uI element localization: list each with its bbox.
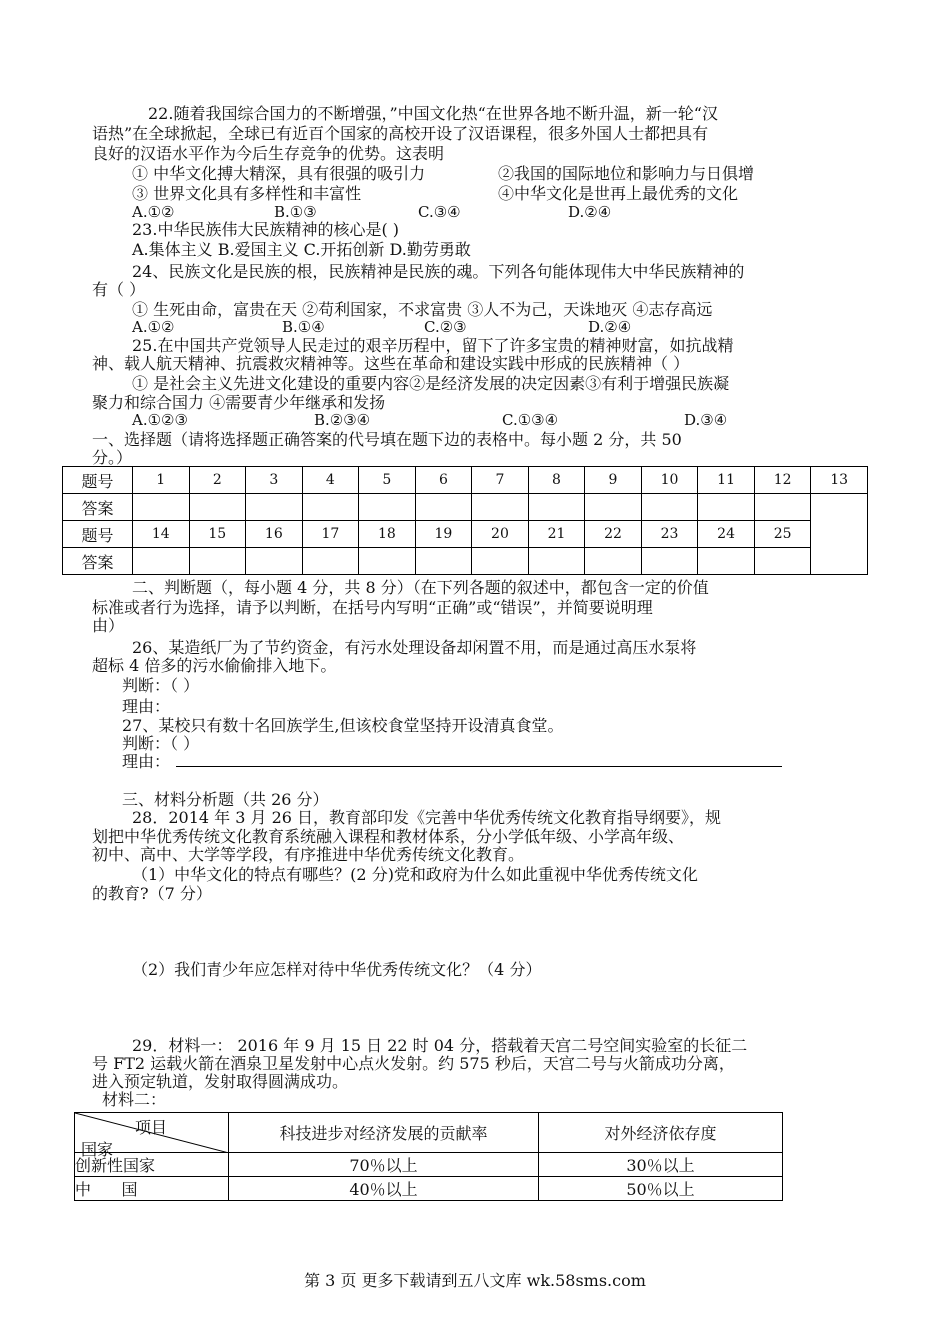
question-number-cell: 15 [189,521,246,548]
answer-cell[interactable] [415,494,472,521]
q25-option-c: C.①③④ [502,411,559,429]
answer-label: 答案 [63,494,133,521]
q22-text-line2: 语热”在全球掀起，全球已有近百个国家的高校开设了汉语课程，很多外国人士都把具有 [92,124,709,143]
q25-option-d: D.③④ [684,411,728,429]
q28-part1-line2: 的教育?（7 分） [92,884,212,903]
answer-cell[interactable] [302,494,359,521]
answer-table-answer-row-2 [63,548,868,575]
question-number-cell: 12 [754,467,811,494]
question-number-cell: 24 [698,521,755,548]
answer-cell[interactable] [189,494,246,521]
question-number-cell: 10 [641,467,698,494]
q29-text-line3: 进入预定轨道，发射取得圆满成功。 [92,1072,349,1091]
contribution-cell: 70％以上 [229,1153,539,1177]
q24-options [132,317,692,337]
answer-cell[interactable] [641,494,698,521]
q27-judge[interactable]: 判断：（ ） [122,734,200,753]
q22-statement-4: ④中华文化是世再上最优秀的文化 [498,184,739,203]
answer-cell[interactable] [415,548,472,575]
data-table [74,1112,783,1201]
question-number-cell: 1 [133,467,190,494]
q22-option-a: A.①② [132,203,175,221]
page-footer: 第 3 页 更多下载请到五八文库 wk.58sms.com [304,1271,646,1290]
q22-text-line3: 良好的汉语水平作为今后生存竞争的优势。这表明 [92,144,445,163]
answer-table [62,466,868,575]
q25-statements-line1: ① 是社会主义先进文化建设的重要内容②是经济发展的决定因素③有利于增强民族凝 [132,374,730,393]
q26-reason[interactable]: 理由： [122,697,171,716]
q25-options [132,410,752,430]
question-number-cell: 21 [528,521,585,548]
q29-material2-label: 材料二： [102,1090,167,1109]
q22-option-d: D.②④ [568,203,612,221]
section2-heading-line3: 由） [92,616,125,635]
question-number-label: 题号 [63,467,133,494]
question-number-cell: 8 [528,467,585,494]
q29-text-line2: 号 FT2 运载火箭在酒泉卫星发射中心点火发射。约 575 秒后，天宫二号与火箭成功分离， [92,1054,735,1073]
q22-options [132,202,692,222]
data-table-header-row [75,1113,783,1153]
answer-cell[interactable] [472,494,529,521]
q28-part2: （2）我们青少年应怎样对待中华优秀传统文化？（4 分） [132,960,542,979]
answer-cell[interactable] [302,548,359,575]
answer-cell[interactable] [472,548,529,575]
header-country-label: 国家 [81,1140,114,1159]
answer-cell[interactable] [528,548,585,575]
answer-table-question-row-1 [63,467,868,494]
answer-cell[interactable] [133,494,190,521]
question-number-cell: 9 [585,467,642,494]
question-number-cell: 25 [754,521,811,548]
question-number-cell: 16 [246,521,303,548]
q24-option-c: C.②③ [424,318,467,336]
q27-reason-underline [176,766,782,767]
answer-cell[interactable] [359,494,416,521]
question-number-cell: 18 [359,521,416,548]
q25-option-a: A.①②③ [132,411,188,429]
answer-cell[interactable] [585,494,642,521]
answer-cell[interactable] [189,548,246,575]
q22-statement-3: ③ 世界文化具有多样性和丰富性 [132,184,362,203]
question-number-cell: 3 [246,467,303,494]
q22-option-c: C.③④ [418,203,461,221]
q24-option-d: D.②④ [588,318,632,336]
answer-cell[interactable] [585,548,642,575]
q28-text-line2: 划把中华优秀传统文化教育系统融入课程和教材体系，分小学低年级、小学高年级、 [92,827,685,846]
q26-text-line2: 超标 4 倍多的污水偷偷排入地下。 [92,656,337,675]
dependence-cell: 30％以上 [539,1153,783,1177]
q22-statement-2: ②我国的国际地位和影响力与日俱增 [498,164,755,183]
answer-cell[interactable] [754,548,811,575]
question-number-cell: 17 [302,521,359,548]
q23-options: A.集体主义 B.爱国主义 C.开拓创新 D.勤劳勇敢 [132,240,471,259]
q29-text-line1: 29．材料一： 2016 年 9 月 15 日 22 时 04 分，搭载着天宫二号空间实验室的长征二 [132,1036,748,1055]
q28-text-line3: 初中、高中、大学等学段，有序推进中华优秀传统文化教育。 [92,845,525,864]
q26-judge[interactable]: 判断：（ ） [122,676,200,695]
q25-statements-line2: 聚力和综合国力 ④需要青少年继承和发扬 [92,393,386,412]
answer-cell[interactable] [133,548,190,575]
answer-cell[interactable] [698,548,755,575]
answer-cell[interactable] [359,548,416,575]
question-number-cell: 7 [472,467,529,494]
q22-option-b: B.①③ [274,203,317,221]
header-dependence-rate: 对外经济依存度 [539,1113,783,1153]
section3-heading: 三、材料分析题（共 26 分） [122,790,329,809]
question-number-cell: 11 [698,467,755,494]
header-item-label: 项目 [135,1118,168,1137]
question-number-cell: 19 [415,521,472,548]
q28-text-line1: 28．2014 年 3 月 26 日，教育部印发《完善中华优秀传统文化教育指导纲要》，规 [132,808,722,827]
question-number-label: 题号 [63,521,133,548]
q24-statements: ① 生死由命，富贵在天 ②苟利国家，不求富贵 ③人不为己，天诛地灭 ④志存高远 [132,300,713,319]
q24-option-b: B.①④ [282,318,325,336]
country-cell: 中 国 [75,1177,229,1201]
answer-cell[interactable] [641,548,698,575]
section2-heading-line1: 二、判断题（，每小题 4 分，共 8 分）（在下列各题的叙述中，都包含一定的价值 [132,578,709,597]
q26-text-line1: 26、某造纸厂为了节约资金，有污水处理设备却闲置不用，而是通过高压水泵将 [132,638,697,657]
question-number-cell: 13 [811,467,868,494]
answer-cell[interactable] [246,494,303,521]
q22-text-line1: 22.随着我国综合国力的不断增强，”中国文化热“在世界各地不断升温，新一轮“汉 [148,104,718,123]
question-number-cell: 4 [302,467,359,494]
data-table-row [75,1153,783,1177]
q22-statement-1: ① 中华文化搏大精深，具有很强的吸引力 [132,164,426,183]
question-number-cell: 6 [415,467,472,494]
q25-option-b: B.②③④ [314,411,371,429]
question-number-cell: 14 [133,521,190,548]
answer-cell[interactable] [754,494,811,521]
q27-text: 27、某校只有数十名回族学生,但该校食堂坚持开设清真食堂。 [122,716,564,735]
answer-cell[interactable] [698,494,755,521]
section2-heading-line2: 标准或者行为选择，请予以判断，在括号内写明“正确”或“错误”，并简要说明理 [92,598,653,617]
header-contribution-rate: 科技进步对经济发展的贡献率 [229,1113,539,1153]
q23-text-line1: 23.中华民族伟大民族精神的核心是( ) [132,220,400,239]
data-table-row [75,1177,783,1201]
q24-option-a: A.①② [132,318,175,336]
answer-table-question-row-2 [63,521,868,548]
q24-text-line1: 24、民族文化是民族的根，民族精神是民族的魂。下列各句能体现伟大中华民族精神的 [132,262,745,281]
section1-heading-line1: 一、选择题（请将选择题正确答案的代号填在题下边的表格中。每小题 2 分，共 50 [92,430,682,449]
question-number-cell: 20 [472,521,529,548]
question-number-cell: 22 [585,521,642,548]
country-cell: 创新性国家 [75,1153,229,1177]
answer-table-answer-row-1 [63,494,868,521]
q28-part1-line1: （1）中华文化的特点有哪些？(2 分)党和政府为什么如此重视中华优秀传统文化 [132,865,698,884]
section1-heading-line2: 分。） [92,448,133,467]
q27-reason[interactable]: 理由： [122,752,171,771]
q25-text-line1: 25.在中国共产党领导人民走过的艰辛历程中，留下了许多宝贵的精神财富，如抗战精 [132,336,734,355]
answer-label: 答案 [63,548,133,575]
question-number-cell: 23 [641,521,698,548]
question-number-cell: 5 [359,467,416,494]
contribution-cell: 40％以上 [229,1177,539,1201]
q24-text-line2: 有（ ） [92,280,146,299]
answer-cell[interactable] [246,548,303,575]
answer-cell[interactable] [528,494,585,521]
answer-cell[interactable] [811,494,868,575]
data-table-corner-cell [75,1113,229,1159]
question-number-cell: 2 [189,467,246,494]
dependence-cell: 50％以上 [539,1177,783,1201]
q25-text-line2: 神、载人航天精神、抗震救灾精神等。这些在革命和建设实践中形成的民族精神（ ） [92,354,690,373]
